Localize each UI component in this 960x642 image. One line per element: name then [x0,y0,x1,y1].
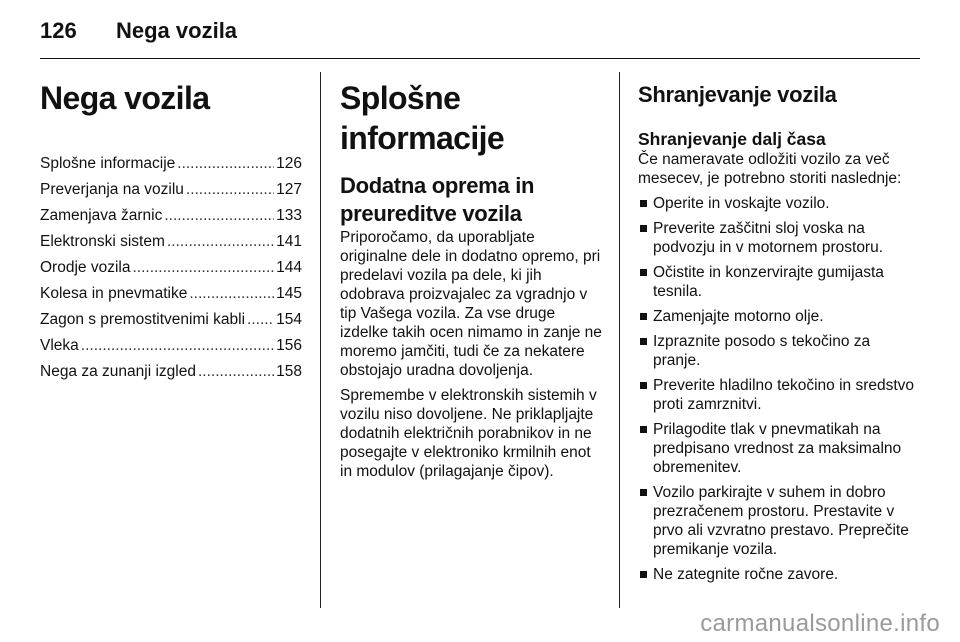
column-general-info [340,72,602,481]
column-vehicle-storage [638,72,920,590]
list-item [638,194,920,213]
toc-entry-page: 145 [276,285,302,302]
toc-leader-dots [247,310,274,329]
square-bullet-icon [640,200,647,207]
bullet-list [638,194,920,584]
toc-entry-label: Nega za zunanji izgled [40,363,196,380]
list-item-text: Operite in voskajte vozilo. [653,195,830,212]
toc-leader-dots [81,336,274,355]
watermark-text: carmanualsonline.info [700,610,940,637]
toc-leader-dots [186,180,274,199]
column-contents [40,72,302,388]
toc-entry[interactable] [40,232,302,251]
toc-entry-label: Orodje vozila [40,259,131,276]
square-bullet-icon [640,489,647,496]
table-of-contents [40,154,302,381]
toc-entry-page: 126 [276,155,302,172]
paragraph: Spremembe v elektronskih sistemih v vozilu niso dovoljene. Ne priklapljajte dodatnih električnih porabnikov in ne posegajte v elektroniko krmilnih enot in modulov (prilagajanje čipov). [340,387,597,480]
toc-entry-label: Zagon s premostitvenimi kabli [40,311,246,328]
list-item [638,483,920,559]
list-item-text: Očistite in konzervirajte gumijasta tesnila. [653,264,884,300]
toc-entry-label: Kolesa in pnevmatike [40,285,188,302]
list-item-text: Ne zategnite ročne zavore. [653,566,839,583]
toc-entry[interactable] [40,206,302,225]
toc-entry-label: Splošne informacije [40,155,176,172]
toc-entry-page: 133 [276,207,302,224]
list-item [638,219,920,257]
paragraph: Priporočamo, da uporabljate originalne dele in dodatno opremo, pri predelavi vozila pa dele, ki jih odobrava proizvajalec za vgradnjo v tip Vašega vozila. Za vse druge izdelke takih ocen nimamo in zanje ne moremo jamčiti, tudi če za nekatere obstojajo uradna dovoljenja. [340,229,602,379]
toc-entry[interactable] [40,310,302,329]
list-item-text: Izpraznite posodo s tekočino za pranje. [653,333,871,369]
toc-leader-dots [164,206,274,225]
toc-entry-page: 158 [276,363,302,380]
toc-entry-page: 154 [276,311,302,328]
toc-entry-page: 144 [276,259,302,276]
square-bullet-icon [640,382,647,389]
toc-leader-dots [132,258,274,277]
list-item-text: Vozilo parkirajte v suhem in dobro prezračenem prostoru. Prestavite v prvo ali vzvratno prestavo. Preprečite premikanje vozila. [653,484,909,558]
toc-entry-label: Elektronski sistem [40,233,165,250]
square-bullet-icon [640,571,647,578]
page-number: 126 [40,18,77,43]
toc-entry-page: 141 [276,233,302,250]
list-item-text: Preverite zaščitni sloj voska na podvozju in v motornem prostoru. [653,220,884,256]
list-item-text: Preverite hladilno tekočino in sredstvo proti zamrznitvi. [653,377,915,413]
column-divider-1 [320,72,321,608]
square-bullet-icon [640,313,647,320]
square-bullet-icon [640,269,647,276]
section-title: Splošne informacije [340,80,505,156]
toc-entry-page: 156 [276,337,302,354]
toc-leader-dots [167,232,274,251]
toc-entry-page: 127 [276,181,302,198]
chapter-title: Nega vozila [40,80,210,116]
toc-leader-dots [177,154,274,173]
intro-paragraph: Če nameravate odložiti vozilo za več mesecev, je potrebno storiti naslednje: [638,151,902,187]
toc-leader-dots [198,362,274,381]
square-bullet-icon [640,225,647,232]
subsection-title: Shranjevanje dalj časa [638,129,826,149]
list-item [638,420,920,477]
square-bullet-icon [640,338,647,345]
toc-entry[interactable] [40,154,302,173]
toc-entry-label: Zamenjava žarnic [40,207,163,224]
list-item [638,307,920,326]
page-header [40,14,237,48]
list-item [638,332,920,370]
toc-entry-label: Preverjanja na vozilu [40,181,184,198]
toc-leader-dots [189,284,274,303]
header-divider [40,58,920,59]
subsection-title: Dodatna oprema in preureditve vozila [340,173,535,226]
toc-entry[interactable] [40,180,302,199]
list-item [638,565,920,584]
list-item-text: Prilagodite tlak v pnevmatikah na predpisano vrednost za maksimalno obremenitev. [653,421,902,476]
toc-entry[interactable] [40,284,302,303]
list-item [638,376,920,414]
toc-entry[interactable] [40,258,302,277]
list-item-text: Zamenjajte motorno olje. [653,308,824,325]
square-bullet-icon [640,426,647,433]
section-title: Shranjevanje vozila [638,82,837,107]
toc-entry-label: Vleka [40,337,79,354]
header-title: Nega vozila [116,18,238,43]
toc-entry[interactable] [40,336,302,355]
list-item [638,263,920,301]
toc-entry[interactable] [40,362,302,381]
column-divider-2 [619,72,620,608]
